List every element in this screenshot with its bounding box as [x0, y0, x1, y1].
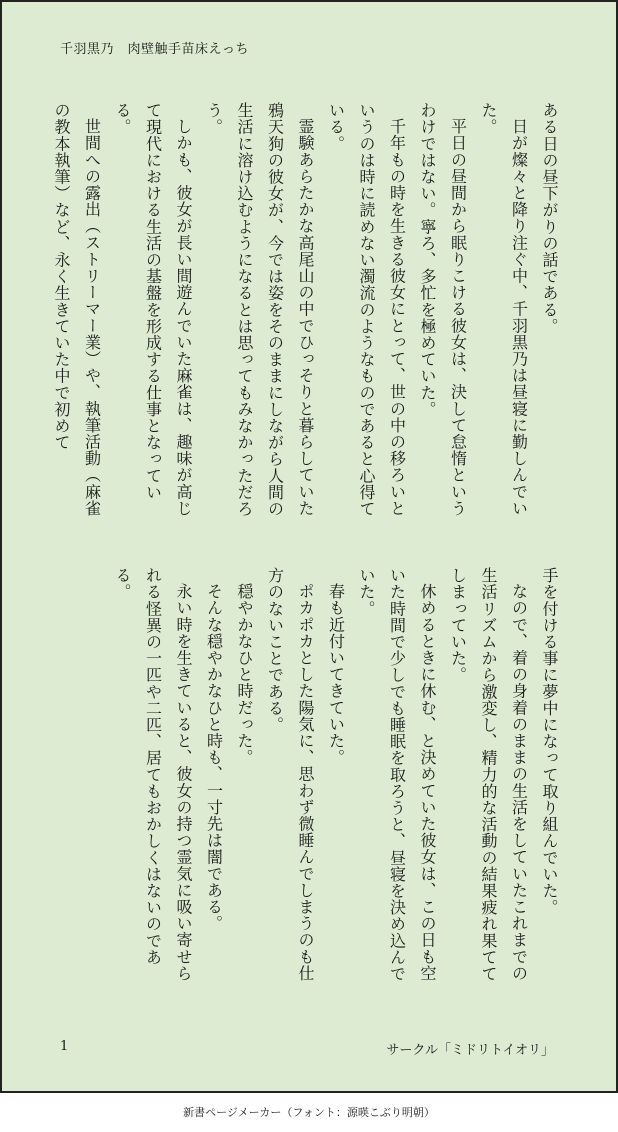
page-header-title: 千羽黒乃 肉壁触手苗床えっち — [60, 42, 250, 57]
generator-credit: 新書ページメーカー（フォント：源暎こぶり明朝） — [183, 1106, 435, 1119]
page-number: 1 — [60, 1039, 69, 1054]
paragraph: 千年もの時を生きる彼女にとって、世の中の移ろいというのは時に読めない濁流のようなものであると心得ている。 — [326, 102, 407, 517]
paragraph: 世間への露出（ストリーマー業）や、執筆活動（麻雀の教本執筆）など、永く生きていた中で初めて — [52, 102, 102, 517]
circle-name: サークル「ミドリトイオリ」 — [386, 1043, 554, 1058]
paragraph: 永い時を生きていると、彼女の持つ霊気に吸い寄せられる怪異の一匹や二匹、居てもおかしくはないのである。 — [113, 567, 193, 982]
paragraph: しかも、彼女が長い間遊んでいた麻雀は、趣味が高じて現代における生活の基盤を形成する仕事となっている。 — [113, 102, 193, 517]
paragraph: 休めるときに休む、と決めていた彼女は、この日も空いた時間で少しでも睡眠を取ろうと、昼寝を決め込んでいた。 — [357, 567, 437, 982]
text-block-lower — [62, 567, 564, 992]
paragraph: なので、着の身着のままの生活をしていたこれまでの生活リズムから激変し、精力的な活動の結果疲れ果ててしまっていた。 — [448, 567, 529, 982]
paragraph: 手を付ける事に夢中になって取り組んでいた。 — [540, 567, 559, 916]
paragraph: 日が燦々と降り注ぐ中、千羽黒乃は昼寝に勤しんでいた。 — [479, 102, 529, 517]
text-block-upper — [52, 102, 564, 527]
paragraph: 平日の昼間から眠りこける彼女は、決して怠惰というわけではない。寧ろ、多忙を極めていた。 — [418, 102, 468, 517]
paragraph: 穏やかなひと時だった。 — [235, 583, 254, 766]
paragraph: 春も近付いてきていた。 — [326, 583, 346, 766]
paragraph: ある日の昼下がりの話である。 — [540, 102, 559, 335]
paragraph: ポカポカとした陽気に、思わず微睡んでしまうのも仕方のないことである。 — [265, 567, 315, 982]
paragraph: そんな穏やかなひと時も、一寸先は闇である。 — [204, 583, 224, 932]
paragraph: 霊験あらたかな高尾山の中でひっそりと暮らしていた鴉天狗の彼女が、今では姿をそのままにしながら人間の生活に溶け込むようになるとは思ってもみなかっただろう。 — [204, 102, 315, 517]
